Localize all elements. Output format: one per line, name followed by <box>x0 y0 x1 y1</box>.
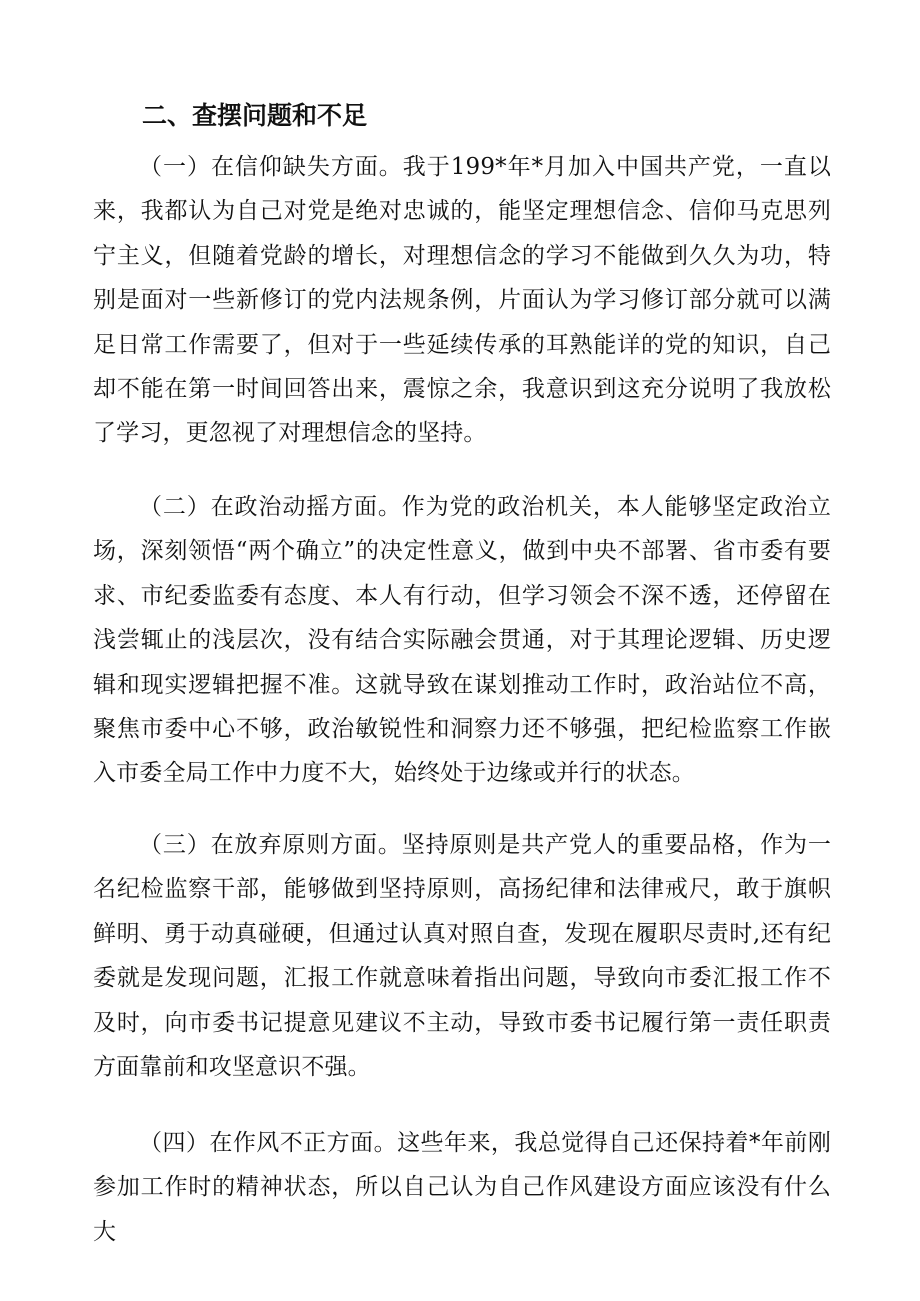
paragraph-principle: （三）在放弃原则方面。坚持原则是共产党人的重要品格，作为一名纪检监察干部，能够做到坚持原则，高扬纪律和法律戒尺，敢于旗帜鲜明、勇于动真碰硬，但通过认真对照自查，发现在履职尽责时,还有纪委就是发现问题，汇报工作就意味着指出问题，导致向市委汇报工作不及时，向市委书记提意见建议不主动，导致市委书记履行第一责任职责方面靠前和攻坚意识不强。 <box>93 832 831 1081</box>
paragraph-politics: （二）在政治动摇方面。作为党的政治机关，本人能够坚定政治立场，深刻领悟“两个确立”的决定性意义，做到中央不部署、省市委有要求、市纪委监委有态度、本人有行动，但学习领会不深不透，还停留在浅尝辄止的浅层次，没有结合实际融会贯通，对于其理论逻辑、历史逻辑和现实逻辑把握不准。这就导致在谋划推动工作时，政治站位不高，聚焦市委中心不够，政治敏锐性和洞察力还不够强，把纪检监察工作嵌入市委全局工作中力度不大，始终处于边缘或并行的状态。 <box>93 494 831 787</box>
paragraph-faith: （一）在信仰缺失方面。我于199*年*月加入中国共产党，一直以来，我都认为自己对党是绝对忠诚的，能坚定理想信念、信仰马克思列宁主义，但随着党龄的增长，对理想信念的学习不能做到久久为功，特别是面对一些新修订的党内法规条例，片面认为学习修订部分就可以满足日常工作需要了，但对于一些延续传承的耳熟能详的党的知识，自己却不能在第一时间回答出来，震惊之余，我意识到这充分说明了我放松了学习，更忽视了对理想信念的坚持。 <box>93 154 831 447</box>
paragraph-style: （四）在作风不正方面。这些年来，我总觉得自己还保持着*年前刚参加工作时的精神状态，所以自己认为自己作风建设方面应该没有什么大 <box>93 1130 831 1245</box>
section-heading: 二、查摆问题和不足 <box>142 101 368 130</box>
